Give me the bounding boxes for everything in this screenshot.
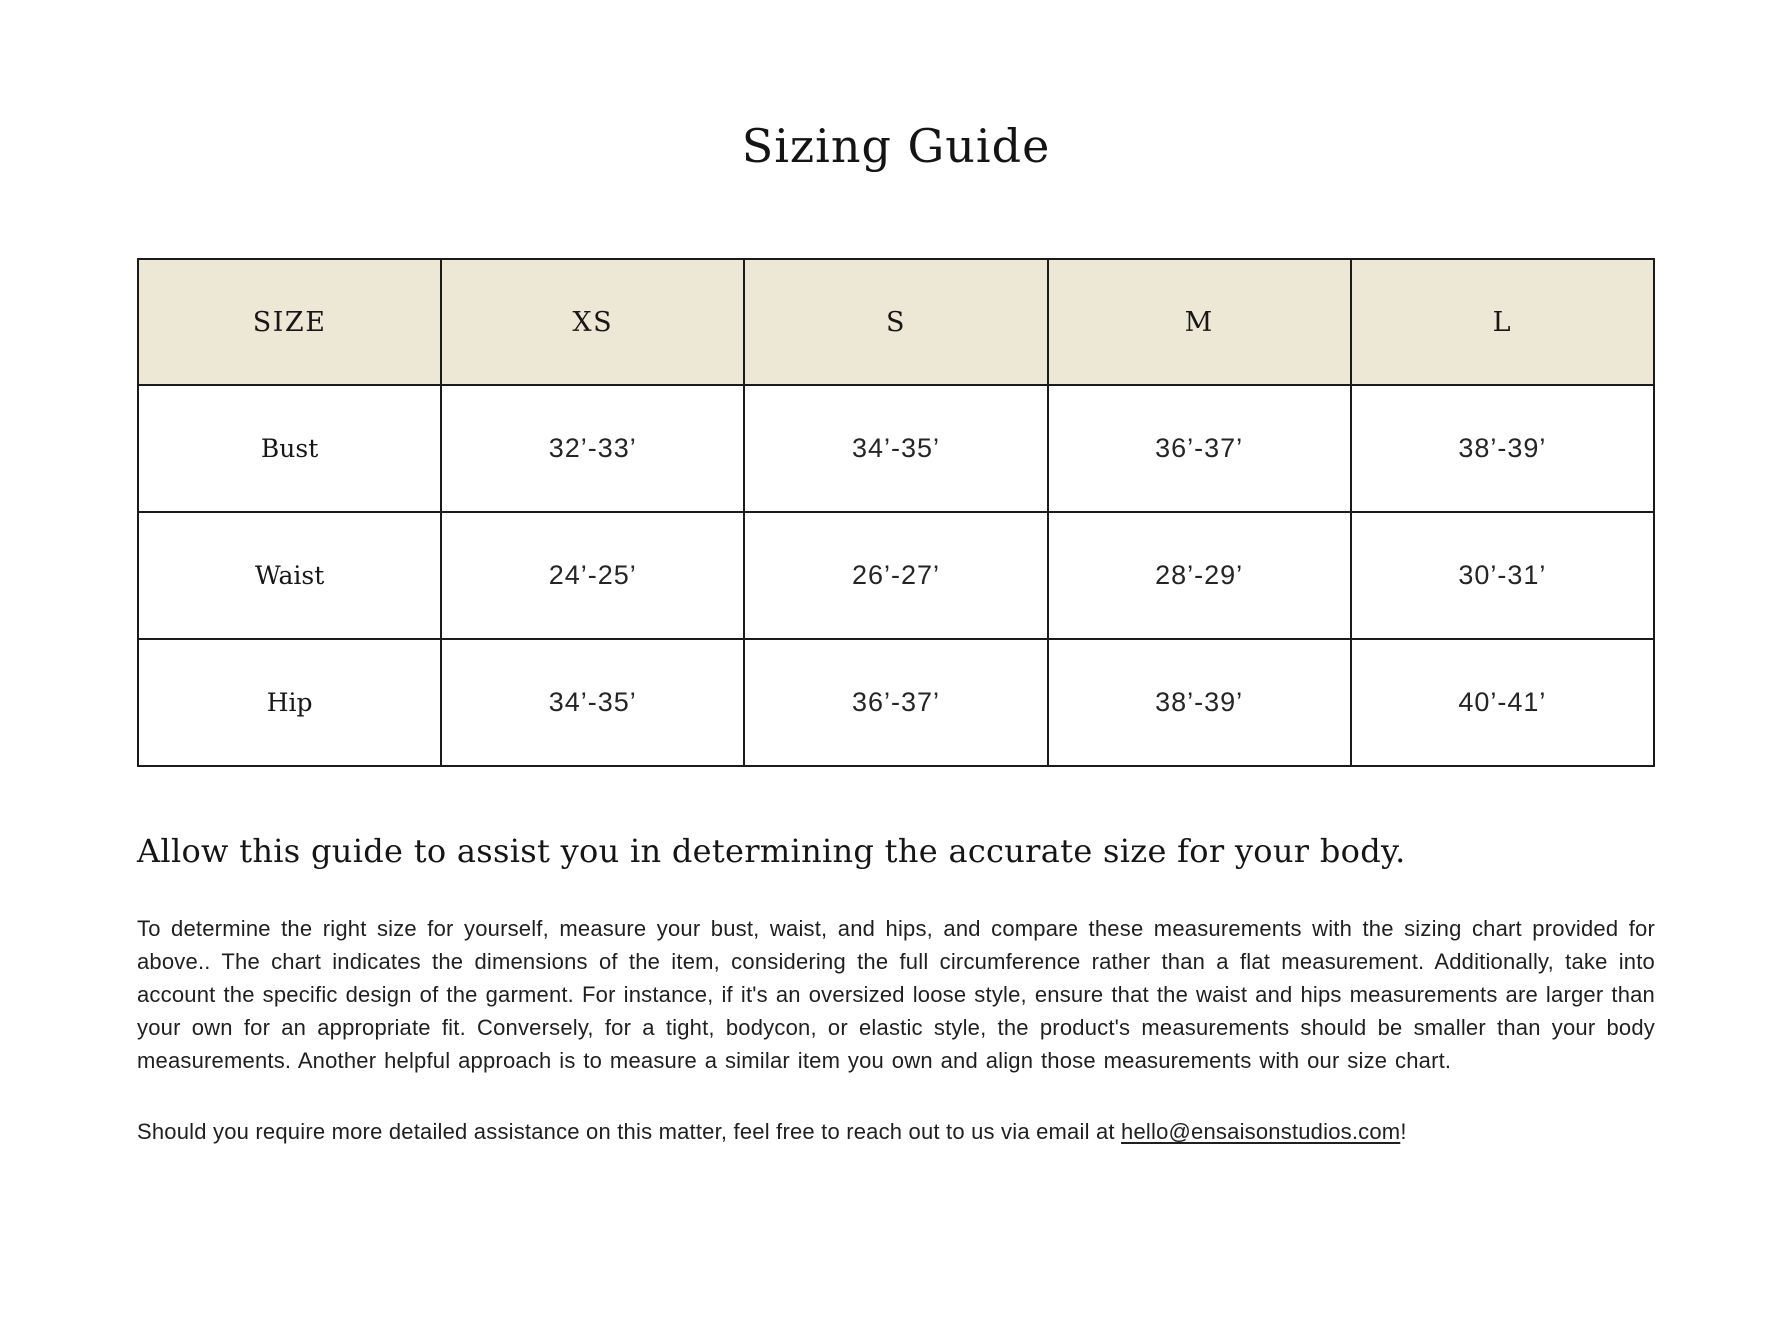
column-header-size: SIZE (138, 259, 441, 385)
column-header-s: S (744, 259, 1047, 385)
guide-paragraph: To determine the right size for yourself, measure your bust, waist, and hips, and compare these measurements with the sizing chart provided for above.. The chart indicates the dimensions of the item, considering the full circumference rather than a flat measurement. Additionally, take into account the specific design of the garment. For instance, if it's an oversized loose style, ensure that the waist and hips measurements are larger than your own for an appropriate fit. Conversely, for a tight, bodycon, or elastic style, the product's measurements should be smaller than your body measurements. Another helpful approach is to measure a similar item you own and align those measurements with our size chart. (137, 916, 1655, 1073)
table-row-bust (138, 385, 1654, 512)
cell-bust-l: 38’-39’ (1351, 385, 1654, 512)
row-label-waist: Waist (138, 512, 441, 639)
closing-exclamation: ! (1400, 1119, 1407, 1144)
cell-hip-l: 40’-41’ (1351, 639, 1654, 766)
cell-hip-s: 36’-37’ (744, 639, 1047, 766)
row-label-bust: Bust (138, 385, 441, 512)
cell-waist-xs: 24’-25’ (441, 512, 744, 639)
page-title: Sizing Guide (741, 119, 1051, 173)
cell-waist-l: 30’-31’ (1351, 512, 1654, 639)
cell-bust-s: 34’-35’ (744, 385, 1047, 512)
cell-hip-xs: 34’-35’ (441, 639, 744, 766)
cell-hip-m: 38’-39’ (1048, 639, 1351, 766)
column-header-l: L (1351, 259, 1654, 385)
table-row-hip (138, 639, 1654, 766)
closing-text: Should you require more detailed assistance on this matter, feel free to reach out to us via email at (137, 1119, 1122, 1144)
table-header-row (138, 259, 1654, 385)
cell-waist-s: 26’-27’ (744, 512, 1047, 639)
closing-paragraph (137, 1115, 1655, 1148)
row-label-hip: Hip (138, 639, 441, 766)
email-link[interactable]: hello@ensaisonstudios.com (1121, 1119, 1401, 1144)
size-chart-table (137, 258, 1655, 767)
guide-subtitle: Allow this guide to assist you in determining the accurate size for your body. (137, 832, 1406, 870)
column-header-m: M (1048, 259, 1351, 385)
table-row-waist (138, 512, 1654, 639)
cell-bust-xs: 32’-33’ (441, 385, 744, 512)
cell-bust-m: 36’-37’ (1048, 385, 1351, 512)
column-header-xs: XS (441, 259, 744, 385)
cell-waist-m: 28’-29’ (1048, 512, 1351, 639)
